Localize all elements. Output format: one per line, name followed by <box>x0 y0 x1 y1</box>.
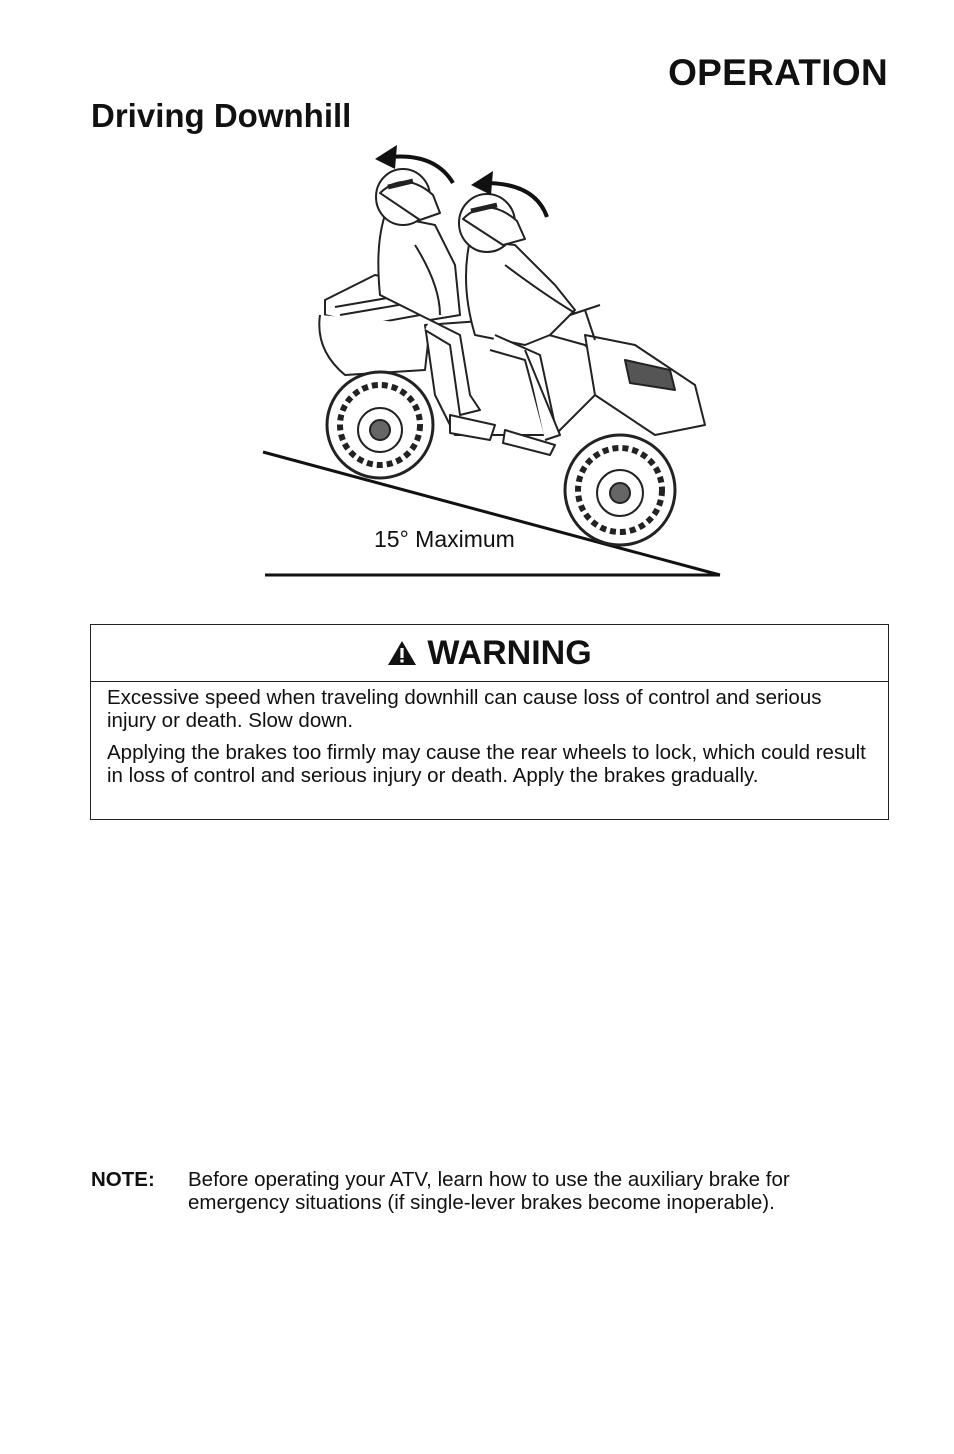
section-title: OPERATION <box>668 52 888 93</box>
arrow-head-icon <box>471 171 493 195</box>
note-text: Before operating your ATV, learn how to use the auxiliary brake for emergency situations (if single-lever brakes become inoperable). <box>188 1168 790 1214</box>
slope-label: 15° Maximum <box>374 526 515 552</box>
note <box>91 1168 871 1214</box>
page-heading: Driving Downhill <box>91 97 352 134</box>
warning-paragraph: Excessive speed when traveling downhill can cause loss of control and serious injury or death. Slow down. <box>107 686 822 732</box>
note-label: NOTE: <box>91 1168 155 1191</box>
warning-box <box>90 624 889 820</box>
warning-header <box>91 625 888 682</box>
warning-body <box>91 682 888 787</box>
warning-title: WARNING <box>427 633 592 672</box>
atv-downhill-illustration <box>255 135 735 590</box>
warning-triangle-icon <box>387 640 417 666</box>
arrow-head-icon <box>375 145 397 169</box>
warning-paragraph: Applying the brakes too firmly may cause the rear wheels to lock, which could result in loss of control and serious injury or death. Apply the brakes gradually. <box>107 741 866 787</box>
